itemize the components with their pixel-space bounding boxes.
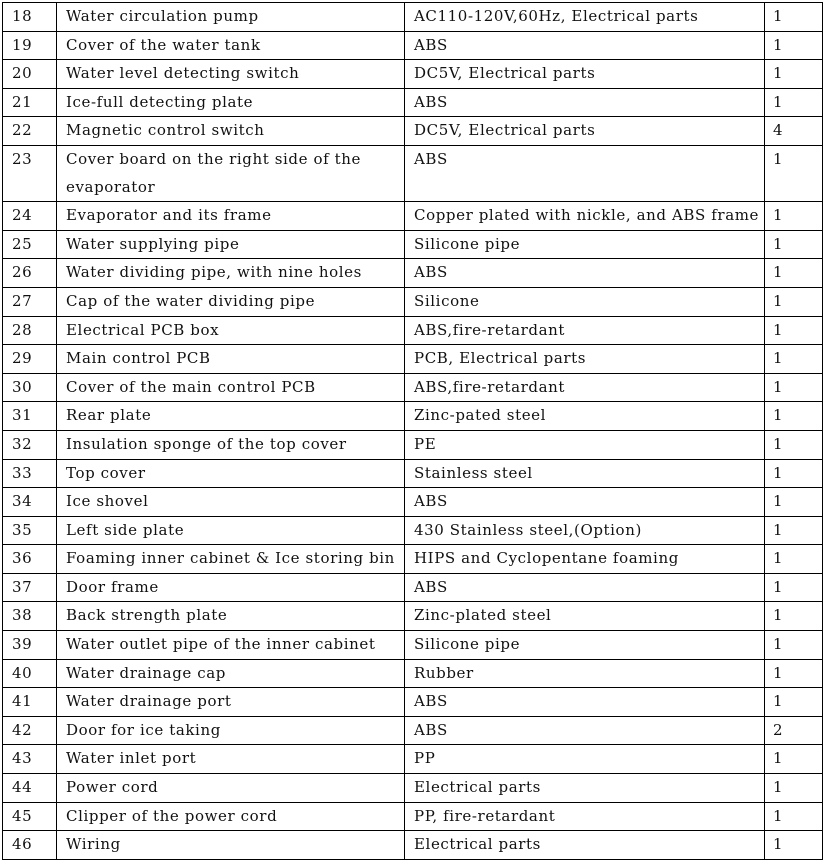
quantity-cell: 1 — [765, 345, 823, 374]
part-name-cell: Insulation sponge of the top cover — [57, 430, 405, 459]
table-row — [3, 202, 823, 231]
item-number-cell: 25 — [3, 230, 57, 259]
quantity-cell: 1 — [765, 430, 823, 459]
quantity-cell: 1 — [765, 31, 823, 60]
item-number-cell: 28 — [3, 316, 57, 345]
part-name-cell: Ice-full detecting plate — [57, 88, 405, 117]
part-name-cell: Clipper of the power cord — [57, 802, 405, 831]
table-row — [3, 402, 823, 431]
item-number-cell: 37 — [3, 573, 57, 602]
quantity-cell: 1 — [765, 631, 823, 660]
quantity-cell: 1 — [765, 602, 823, 631]
table-row — [3, 3, 823, 32]
part-name-cell: Water outlet pipe of the inner cabinet — [57, 631, 405, 660]
quantity-cell: 1 — [765, 573, 823, 602]
table-row — [3, 688, 823, 717]
part-name-cell: Water level detecting switch — [57, 60, 405, 89]
item-number-cell: 45 — [3, 802, 57, 831]
item-number-cell: 20 — [3, 60, 57, 89]
material-cell: PCB, Electrical parts — [405, 345, 765, 374]
quantity-cell: 1 — [765, 287, 823, 316]
material-cell: Silicone pipe — [405, 230, 765, 259]
table-row — [3, 316, 823, 345]
material-cell: PP, fire-retardant — [405, 802, 765, 831]
part-name-cell: Foaming inner cabinet & Ice storing bin — [57, 545, 405, 574]
quantity-cell: 1 — [765, 259, 823, 288]
quantity-cell: 1 — [765, 459, 823, 488]
quantity-cell: 1 — [765, 145, 823, 201]
item-number-cell: 29 — [3, 345, 57, 374]
material-cell: Electrical parts — [405, 774, 765, 803]
part-name-cell: Water supplying pipe — [57, 230, 405, 259]
item-number-cell: 21 — [3, 88, 57, 117]
quantity-cell: 1 — [765, 88, 823, 117]
material-cell: DC5V, Electrical parts — [405, 60, 765, 89]
item-number-cell: 40 — [3, 659, 57, 688]
item-number-cell: 19 — [3, 31, 57, 60]
table-row — [3, 774, 823, 803]
quantity-cell: 1 — [765, 774, 823, 803]
quantity-cell: 1 — [765, 688, 823, 717]
item-number-cell: 24 — [3, 202, 57, 231]
quantity-cell: 1 — [765, 230, 823, 259]
table-row — [3, 802, 823, 831]
quantity-cell: 1 — [765, 545, 823, 574]
material-cell: ABS — [405, 573, 765, 602]
part-name-cell: Evaporator and its frame — [57, 202, 405, 231]
part-name-cell: Door for ice taking — [57, 716, 405, 745]
item-number-cell: 42 — [3, 716, 57, 745]
material-cell: Zinc-plated steel — [405, 602, 765, 631]
material-cell: Electrical parts — [405, 831, 765, 860]
table-row — [3, 602, 823, 631]
material-cell: ABS — [405, 688, 765, 717]
quantity-cell: 1 — [765, 659, 823, 688]
quantity-cell: 1 — [765, 202, 823, 231]
item-number-cell: 43 — [3, 745, 57, 774]
part-name-cell: Water dividing pipe, with nine holes — [57, 259, 405, 288]
item-number-cell: 34 — [3, 488, 57, 517]
table-row — [3, 60, 823, 89]
part-name-cell: Top cover — [57, 459, 405, 488]
item-number-cell: 38 — [3, 602, 57, 631]
part-name-cell: Cover of the water tank — [57, 31, 405, 60]
material-cell: 430 Stainless steel,(Option) — [405, 516, 765, 545]
part-name-cell: Cover board on the right side of the evaporator — [57, 145, 405, 201]
quantity-cell: 1 — [765, 373, 823, 402]
item-number-cell: 26 — [3, 259, 57, 288]
table-row — [3, 659, 823, 688]
material-cell: ABS,fire-retardant — [405, 316, 765, 345]
material-cell: ABS — [405, 259, 765, 288]
table-row — [3, 88, 823, 117]
table-row — [3, 488, 823, 517]
part-name-cell: Cap of the water dividing pipe — [57, 287, 405, 316]
material-cell: ABS — [405, 145, 765, 201]
part-name-cell: Door frame — [57, 573, 405, 602]
quantity-cell: 1 — [765, 488, 823, 517]
table-row — [3, 259, 823, 288]
quantity-cell: 1 — [765, 831, 823, 860]
item-number-cell: 31 — [3, 402, 57, 431]
table-row — [3, 31, 823, 60]
material-cell: ABS — [405, 88, 765, 117]
item-number-cell: 35 — [3, 516, 57, 545]
item-number-cell: 32 — [3, 430, 57, 459]
part-name-cell: Water circulation pump — [57, 3, 405, 32]
quantity-cell: 4 — [765, 117, 823, 146]
material-cell: PE — [405, 430, 765, 459]
item-number-cell: 44 — [3, 774, 57, 803]
table-row — [3, 430, 823, 459]
table-row — [3, 287, 823, 316]
table-row — [3, 459, 823, 488]
table-row — [3, 745, 823, 774]
quantity-cell: 1 — [765, 802, 823, 831]
table-row — [3, 117, 823, 146]
table-row — [3, 631, 823, 660]
item-number-cell: 33 — [3, 459, 57, 488]
item-number-cell: 22 — [3, 117, 57, 146]
quantity-cell: 1 — [765, 402, 823, 431]
item-number-cell: 39 — [3, 631, 57, 660]
table-row — [3, 230, 823, 259]
quantity-cell: 1 — [765, 516, 823, 545]
parts-table-body — [3, 3, 823, 860]
part-name-cell: Water drainage port — [57, 688, 405, 717]
material-cell: DC5V, Electrical parts — [405, 117, 765, 146]
item-number-cell: 30 — [3, 373, 57, 402]
table-row — [3, 345, 823, 374]
quantity-cell: 1 — [765, 745, 823, 774]
material-cell: Zinc-pated steel — [405, 402, 765, 431]
quantity-cell: 2 — [765, 716, 823, 745]
material-cell: AC110-120V,60Hz, Electrical parts — [405, 3, 765, 32]
material-cell: ABS,fire-retardant — [405, 373, 765, 402]
part-name-cell: Main control PCB — [57, 345, 405, 374]
material-cell: Rubber — [405, 659, 765, 688]
table-row — [3, 573, 823, 602]
part-name-cell: Water drainage cap — [57, 659, 405, 688]
material-cell: Stainless steel — [405, 459, 765, 488]
material-cell: HIPS and Cyclopentane foaming — [405, 545, 765, 574]
material-cell: Silicone pipe — [405, 631, 765, 660]
material-cell: Silicone — [405, 287, 765, 316]
part-name-cell: Rear plate — [57, 402, 405, 431]
table-row — [3, 516, 823, 545]
quantity-cell: 1 — [765, 60, 823, 89]
table-row — [3, 373, 823, 402]
part-name-cell: Wiring — [57, 831, 405, 860]
item-number-cell: 18 — [3, 3, 57, 32]
part-name-cell: Power cord — [57, 774, 405, 803]
table-row — [3, 716, 823, 745]
material-cell: ABS — [405, 716, 765, 745]
part-name-cell: Water inlet port — [57, 745, 405, 774]
part-name-cell: Ice shovel — [57, 488, 405, 517]
parts-list-table — [2, 2, 823, 860]
part-name-cell: Cover of the main control PCB — [57, 373, 405, 402]
table-row — [3, 545, 823, 574]
material-cell: ABS — [405, 488, 765, 517]
item-number-cell: 41 — [3, 688, 57, 717]
item-number-cell: 46 — [3, 831, 57, 860]
part-name-cell: Electrical PCB box — [57, 316, 405, 345]
part-name-cell: Magnetic control switch — [57, 117, 405, 146]
part-name-cell: Left side plate — [57, 516, 405, 545]
part-name-cell: Back strength plate — [57, 602, 405, 631]
item-number-cell: 27 — [3, 287, 57, 316]
material-cell: ABS — [405, 31, 765, 60]
material-cell: PP — [405, 745, 765, 774]
quantity-cell: 1 — [765, 316, 823, 345]
table-row — [3, 145, 823, 201]
item-number-cell: 36 — [3, 545, 57, 574]
quantity-cell: 1 — [765, 3, 823, 32]
material-cell: Copper plated with nickle, and ABS frame — [405, 202, 765, 231]
item-number-cell: 23 — [3, 145, 57, 201]
table-row — [3, 831, 823, 860]
